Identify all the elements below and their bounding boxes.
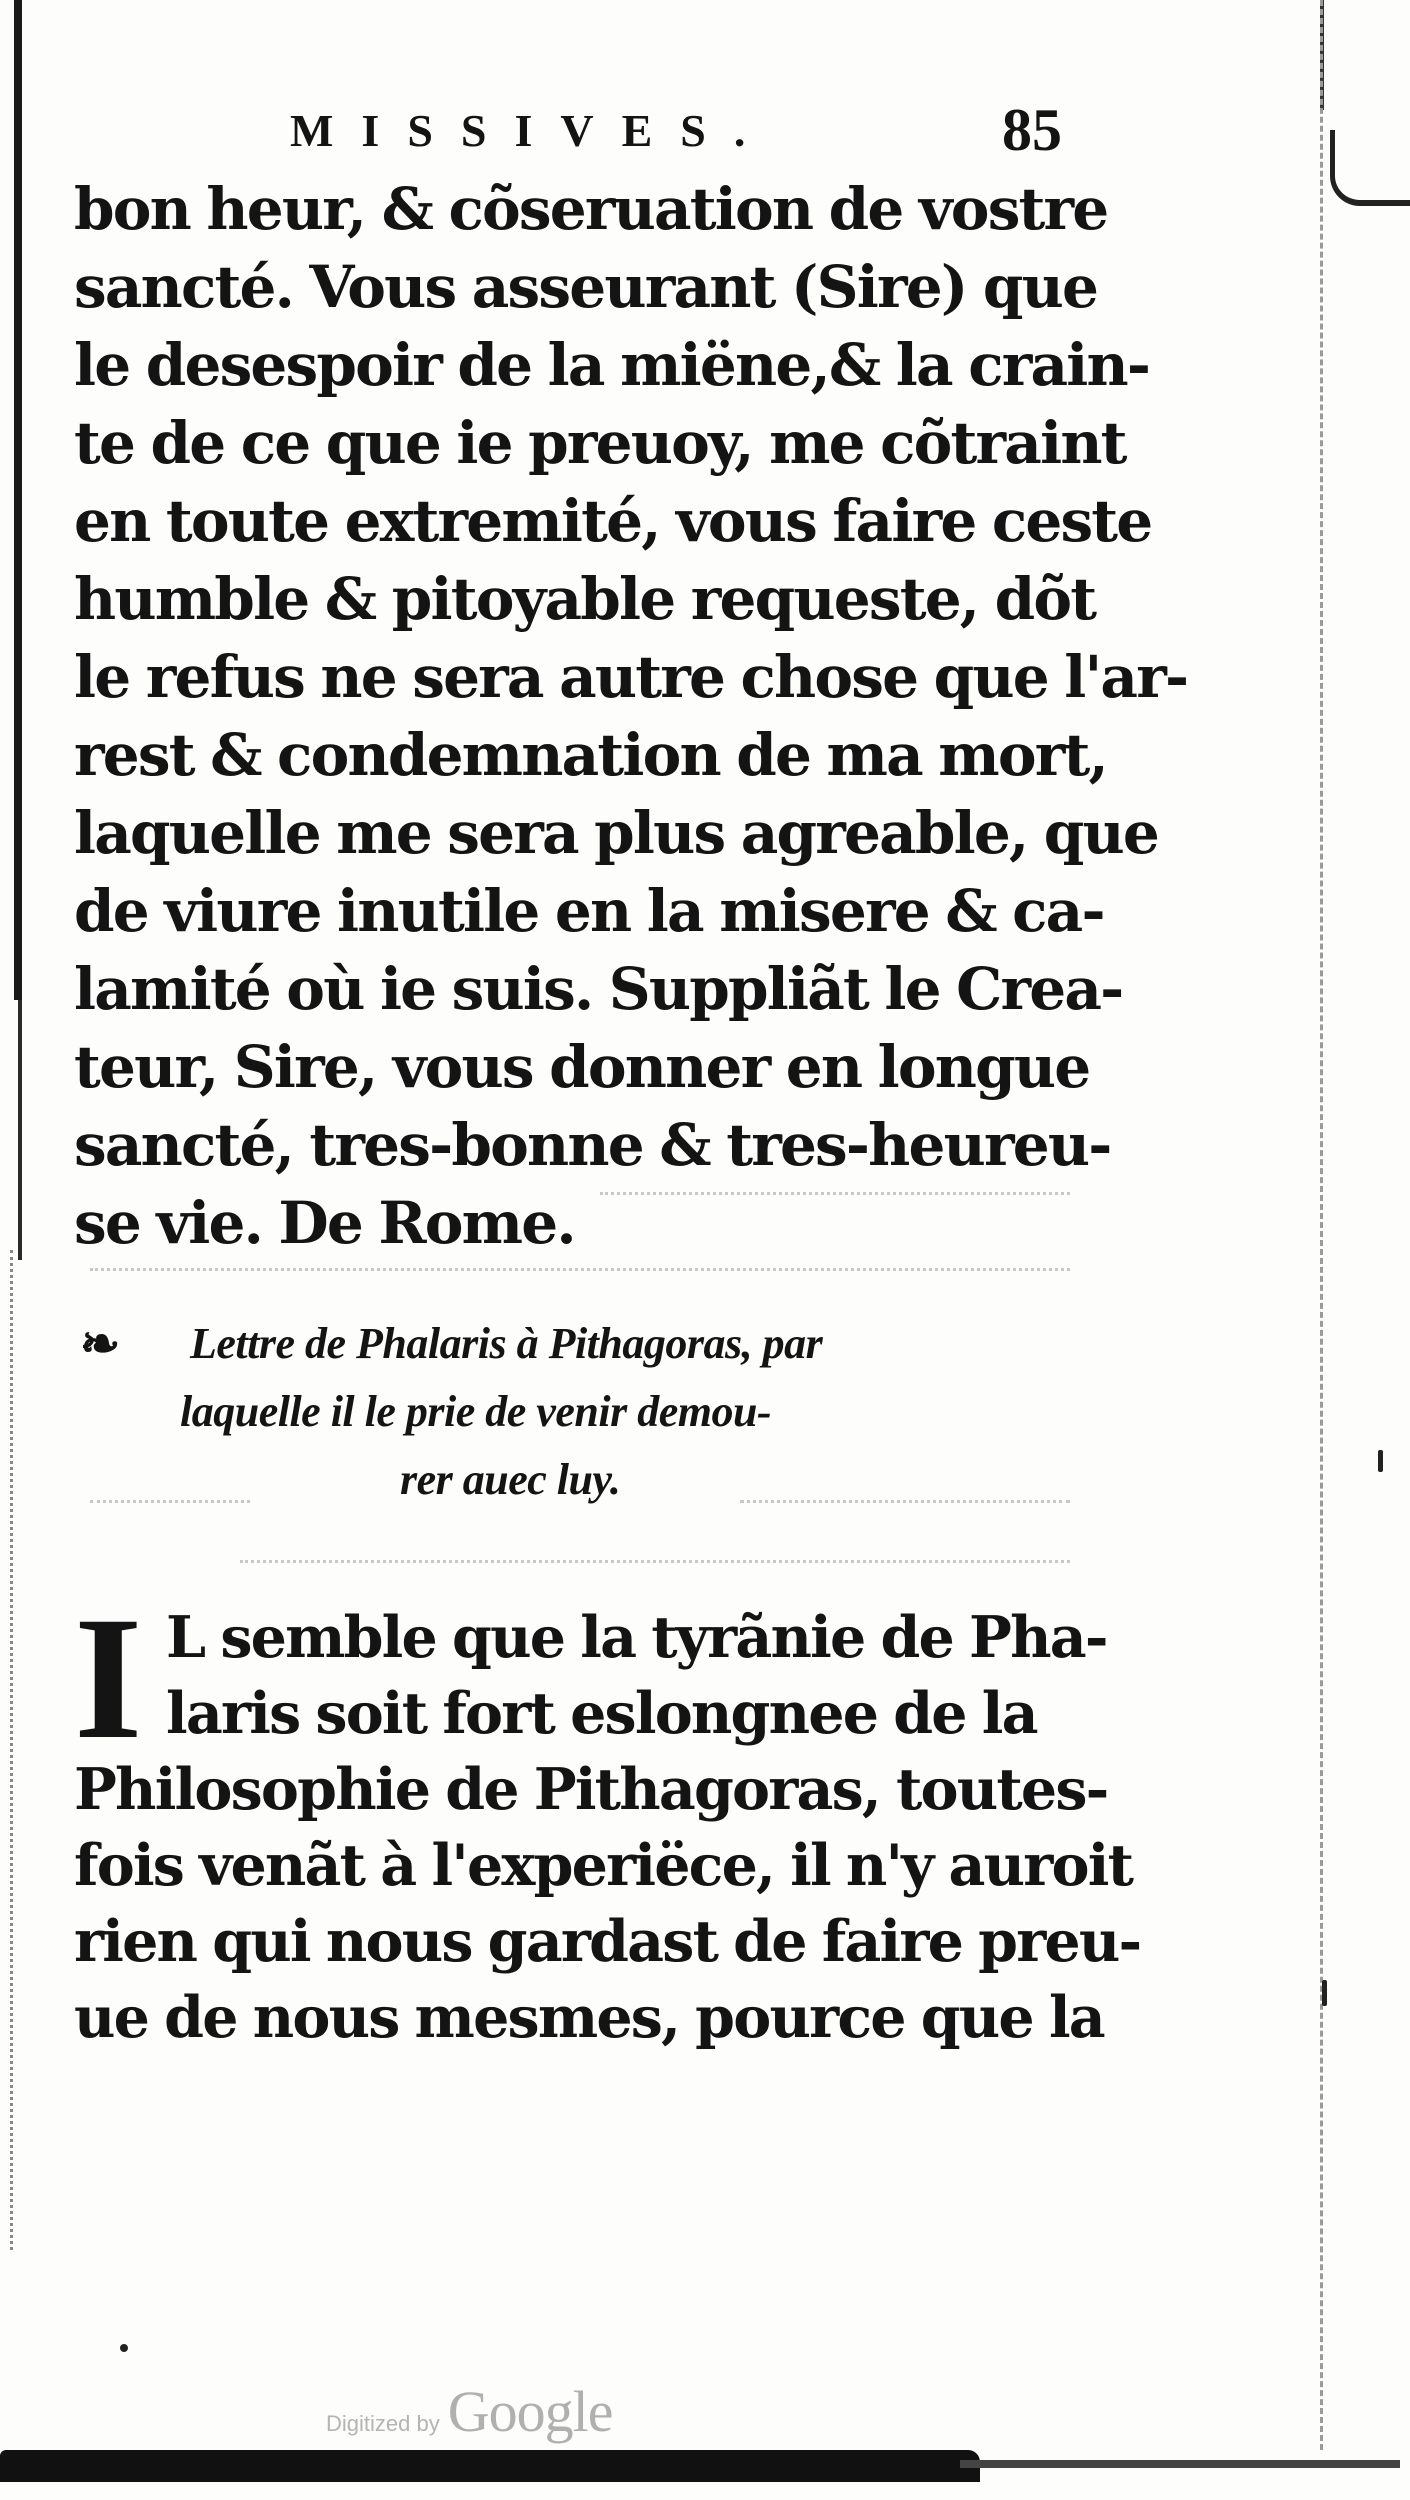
facing-page-edge [1320, 0, 1363, 2450]
watermark-prefix: Digitized by [326, 2411, 440, 2436]
text-line: le refus ne sera autre chose que l'ar- [74, 643, 1188, 711]
left-binding-edge [14, 0, 22, 1000]
drop-cap: I [74, 1581, 143, 1776]
fleuron-ornament: ❧ [80, 1316, 121, 1372]
text-line: lamité où ie suis. Suppliãt le Crea- [74, 955, 1123, 1023]
letter-body [74, 170, 1188, 1262]
show-through-noise [240, 1560, 1070, 1566]
bottom-page-edge-tail [960, 2460, 1400, 2468]
heading-line: rer auec luy. [400, 1455, 621, 1504]
digitized-watermark [326, 2378, 612, 2448]
heading-line: Lettre de Phalaris à Pithagoras, par [190, 1319, 823, 1368]
text-line: teur, Sire, vous donner en longue [74, 1033, 1090, 1101]
text-line: te de ce que ie preuoy, me cõtraint [74, 409, 1126, 477]
bottom-page-edge [0, 2450, 980, 2482]
text-line: ue de nous mesmes, pource que la [74, 1984, 1104, 2051]
heading-line: laquelle il le prie de venir demou- [180, 1387, 772, 1436]
text-line: rest & condemnation de ma mort, [74, 721, 1107, 789]
text-line: sancté, tres-bonne & tres-heureu- [74, 1111, 1111, 1179]
text-line: de viure inutile en la misere & ca- [74, 877, 1104, 945]
text-line: en toute extremité, vous faire ceste [74, 487, 1152, 555]
ink-speck [1322, 1980, 1327, 2006]
text-line: humble & pitoyable requeste, dõt [74, 565, 1096, 633]
ink-speck [120, 2344, 128, 2352]
page-number: 85 [1002, 97, 1062, 163]
text-line: fois venãt à l'experiëce, il n'y auroit [74, 1832, 1133, 1899]
second-letter-body [74, 1581, 1141, 2056]
text-line: L semble que la tyrãnie de Pha- [166, 1604, 1107, 1671]
text-line: Philosophie de Pithagoras, toutes- [74, 1756, 1108, 1823]
text-line: bon heur, & cõseruation de vostre [74, 175, 1108, 243]
watermark-brand: Google [447, 2379, 613, 2444]
left-page-edge-specks [10, 1250, 17, 2250]
text-line: laris soit fort eslongnee de la [166, 1680, 1037, 1747]
text-line: se vie. De Rome. [74, 1189, 575, 1257]
text-line: le desespoir de la miëne,& la crain- [74, 331, 1150, 399]
text-line: rien qui nous gardast de faire preu- [74, 1908, 1141, 1975]
section-heading [80, 1310, 1090, 1514]
text-line: laquelle me sera plus agreable, que [74, 799, 1159, 867]
show-through-noise [90, 1268, 1070, 1274]
text-line: sancté. Vous asseurant (Sire) que [74, 253, 1098, 321]
running-title: MISSIVES. [290, 105, 774, 156]
show-through-noise [600, 1192, 1070, 1198]
running-header [290, 96, 1090, 166]
left-binding-edge-lower [18, 1000, 22, 1260]
ink-speck [1378, 1450, 1383, 1472]
